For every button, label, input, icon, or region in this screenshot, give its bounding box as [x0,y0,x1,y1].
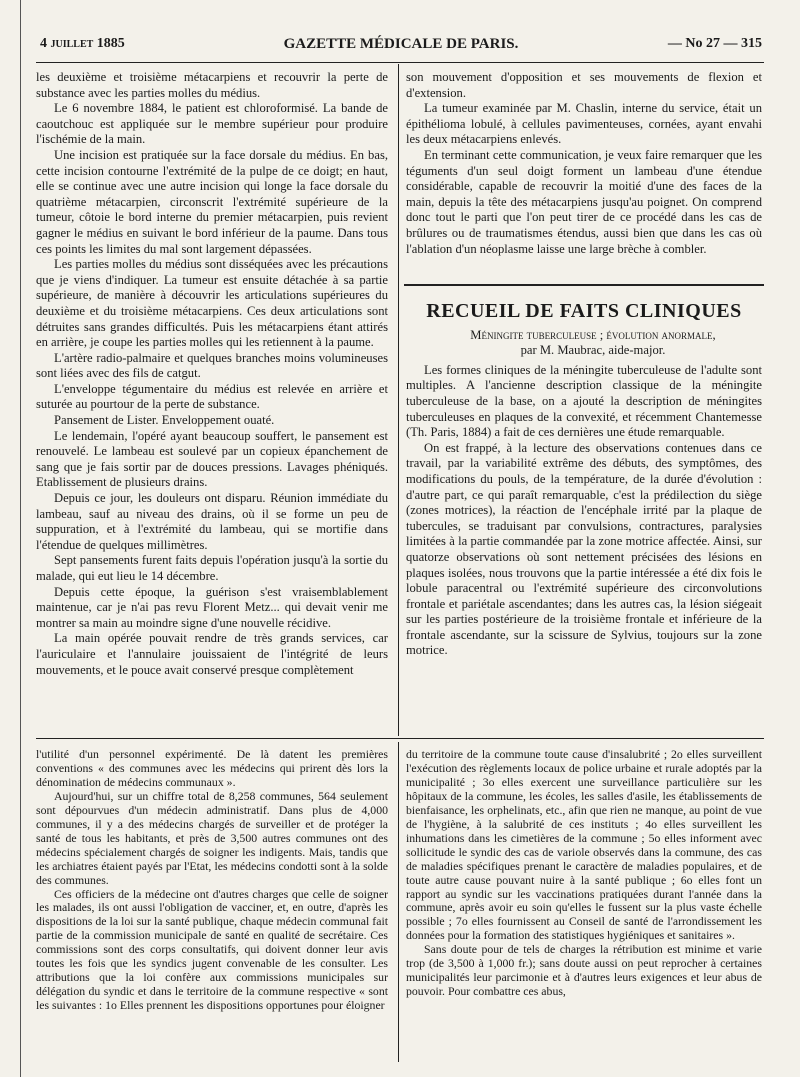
paragraph: Depuis ce jour, les douleurs ont disparu. Réunion immédiate du lambeau, sauf au niveau des drains, où il se forme un peu de suppuration, et à l'extrémité du lambeau, qui se mortifie dans l'étendue de quelques millimètres. [36,491,388,552]
paragraph: les deuxième et troisième métacarpiens et recouvrir la perte de substance avec les parties molles du médius. [36,70,388,100]
article-title: Méningite tuberculeuse ; évolution anormale, [470,327,716,342]
paragraph: du territoire de la commune toute cause d'insalubrité ; 2o elles surveillent l'exécution des règlements locaux de police urbaine et rurale adoptés par la municipalité ; 3o elles exercent une surveillance particulière sur les hôpitaux de la commune, les écoles, les salles d'asile, les établissements de bienfaisance, les orphelinats, etc., afin que rien ne manque, au point de vue de l'hygiène, à la salubrité de ces instituts ; 4o elles surveillent les inhumations dans les cimetières de la commune ; 5o elles informent avec sollicitude le syndic des cas de variole observés dans la commune, des cas de maladies spécifiques prenant le caractère de maladies populaires, et de toute autre cause pouvant nuire à la santé publique ; 6o elles font un rapport au syndic sur les vaccinations pratiquées durant l'année dans la commune, après avoir eu soin qu'elles le fussent sur la plus vaste échelle possible ; 7o elles fournissent au Conseil de santé de l'arrondissement les données pour la formation des statistiques hygiéniques et sanitaires ». [406,747,762,943]
running-header [40,36,762,58]
article-column-bottom-left [36,748,388,1013]
section-title: RECUEIL DE FAITS CLINIQUES [426,300,742,322]
article-column-bottom-right [406,748,762,999]
paragraph: Les formes cliniques de la méningite tuberculeuse de l'adulte sont multiples. A l'ancienne description classique de la méningite tuberculeuse de la base, on a ajouté la description de méningites tuberculeuses en plaques de la convexité, et récemment Chantemesse (Th. Paris, 1884) a fait de ces dernières une étude remarquable. [406,362,762,440]
paragraph: Depuis cette époque, la guérison s'est vraisemblablement maintenue, car je n'ai pas revu Florent Metz... qui devait venir me montrer sa main au moindre signe d'une nouvelle récidive. [36,584,388,630]
paragraph: Le lendemain, l'opéré ayant beaucoup souffert, le pansement est renouvelé. Le lambeau est soulevé par un copieux épanchement de sang que je fais sortir par de douces pressions. Lavages phéniqués. Etablissement de plusieurs drains. [36,428,388,490]
header-title: GAZETTE MÉDICALE DE PARIS. [283,36,519,52]
paragraph: Le 6 novembre 1884, le patient est chloroformisé. La bande de caoutchouc est appliquée sur le membre supérieur pour produire l'ischémie de la main. [36,101,388,147]
paragraph: La main opérée pouvait rendre de très grands services, car l'auriculaire et l'annulaire jouissaient de l'intégrité de leurs mouvements, et le pouce avait conservé presque complètement [36,631,388,677]
paragraph: La tumeur examinée par M. Chaslin, interne du service, était un épithélioma lobulé, à cellules pavimenteuses, cornées, ayant envahi les deux métacarpiens enlevés. [406,101,762,147]
paragraph: Une incision est pratiquée sur la face dorsale du médius. En bas, cette incision contourne l'extrémité de la pulpe de ce doigt; en haut, elle se continue avec une autre incision qui longe la face dorsale du quatrième métacarpien, circonscrit l'extrémité supérieure de la tumeur, côtoie le bord interne du premier métacarpien, puis revient gagner le médius en suivant le bord inférieur de la paume. Dans tous ces points les limites du mal sont largement dépassées. [36,147,388,256]
article-conclusion [406,70,762,280]
column-divider-top [398,64,399,736]
header-date: 4 juillet 1885 [40,36,125,51]
paragraph: Les parties molles du médius sont disséquées avec les précautions que je viens d'indiquer. La tumeur est ensuite détachée à sa partie supérieure, de manière à découvrir les articulations supérieures du deuxième et du troisième métacarpiens. Ces deux articulations sont détruites sans grandes difficultés. Puis les métacarpiens étant attirés en arrière, je coupe les parties molles qui les retiennent à la paume. [36,257,388,350]
paragraph: L'enveloppe tégumentaire du médius est relevée en arrière et suturée au pourtour de la perte de substance. [36,381,388,412]
paragraph: Aujourd'hui, sur un chiffre total de 8,258 communes, 564 seulement sont dépourvues d'un médecin administratif. Dans plus de 4,000 communes, il y a des médecins chargés de surveiller et de protéger la santé de tous les habitants, et près de 3,500 autres communes ont des médecins spécialement chargés de soigner les indigents. Mais, tandis que les archiatres étaient payés par l'Etat, les médecins condotti sont à la solde des communes. [36,788,388,887]
article-column-top-right [406,70,762,659]
article-byline: par M. Maubrac, aide-major. [520,343,666,358]
paragraph: son mouvement d'opposition et ses mouvements de flexion et d'extension. [406,70,762,100]
page-edge-rule [20,0,21,1077]
paragraph: Sans doute pour de tels de charges la rétribution est minime et varie trop (de 3,500 à 1,000 fr.); sans doute aussi on peut reprocher à certaines municipalités leur parcimonie et à d'autres leurs exigences et leur abus de pouvoir. Pour combattre ces abus, [406,942,762,999]
paragraph: Sept pansements furent faits depuis l'opération jusqu'à la sortie du malade, qui eut lieu le 14 décembre. [36,553,388,583]
header-rule [36,62,764,63]
paragraph: L'artère radio-palmaire et quelques branches moins volumineuses sont liées avec des fils de catgut. [36,350,388,381]
paragraph: Ces officiers de la médecine ont d'autres charges que celle de soigner les malades, ils ont aussi l'obligation de vacciner, et, en outre, d'après les dispositions de la loi sur la santé publique, chaque médecin communal fait partie de la commission municipale de santé en qualité de secrétaire. Ces commissions sont des corps consultatifs, qui doivent donner leur avis toutes les fois que les syndics jugent convenable de les consulter. Les attributions que la loi confère aux commissions municipales sur délégation du syndic et dans le territoire de la commune respective « sont les suivantes : 1o Elles prennent les dispositions opportunes pour éloigner [36,886,388,1013]
paragraph: Pansement de Lister. Enveloppement ouaté. [54,413,275,428]
paragraph: En terminant cette communication, je veux faire remarquer que les téguments d'un seul doigt forment un lambeau d'une étendue considérable, capable de recouvrir la moitié d'une des faces de la main, depuis la tête des métacarpiens jusqu'au poignet. On comprend donc tout le parti que l'on peut tirer de ce procédé dans les cas de brûlures ou de traumatismes étendus, aussi bien que dans les cas où l'ablation d'un néoplasme laisse une large brèche à combler. [406,147,762,256]
paragraph: l'utilité d'un personnel expérimenté. De là datent les premières conventions « des communes avec les médecins qui prirent dès lors la dénomination de médecins communaux ». [36,747,388,789]
clinical-article-body [406,363,762,659]
paragraph: On est frappé, à la lecture des observations contenues dans ce travail, par la variabilité extrême des débuts, des symptômes, des modifications du pouls, de la température, de la durée d'évolution : d'autre part, ce qui paraît remarquable, c'est la prédilection du siège (zones motrices), la réaction de l'encéphale irrité par la plaque de tubercules, se traduisant par convulsions, contractures, paralysies limitées à la partie commandée par la zone motrice affectée. Ainsi, sur quatorze observations où sont nettement précisées des lésions en plaques isolées, nous trouvons que la partie intéressée a été dix fois le lobule paracentral ou l'extrémité supérieure des circonvolutions frontale et pariétale ascendantes; dans les autres cas, la lésion siégeait sur les parties postérieure de la troisième frontale et inférieure de la frontale ascendante, sur la scissure de Sylvius, toujours sur la zone motrice. [406,440,762,658]
column-divider-bottom [398,742,399,1062]
header-page-number: — No 27 — 315 [667,36,762,51]
mid-rule [36,738,764,739]
article-column-top-left [36,70,388,678]
